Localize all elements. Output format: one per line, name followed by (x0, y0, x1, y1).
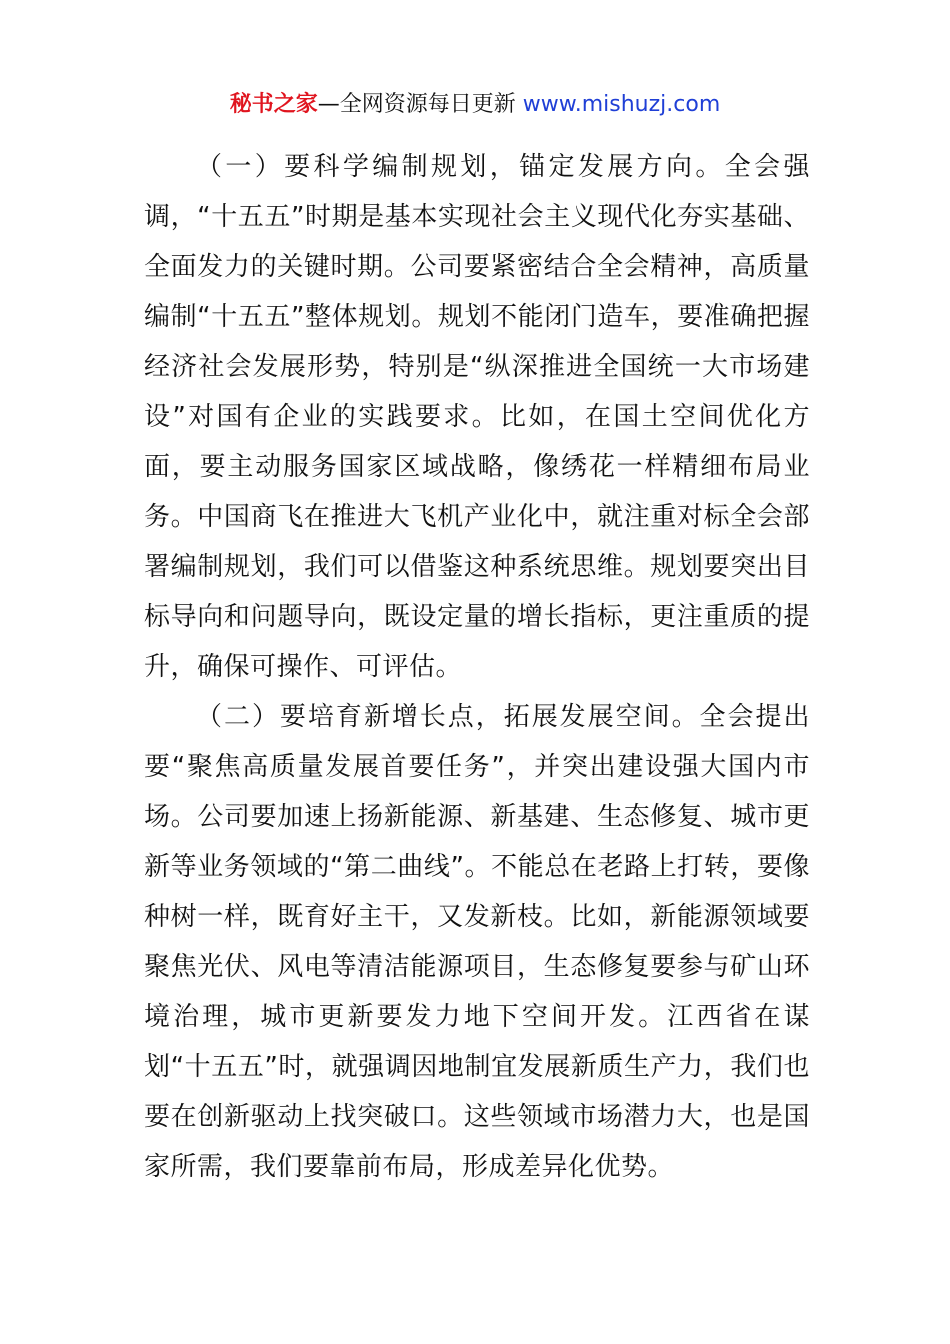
paragraph-2: （二）要培育新增长点，拓展发展空间。全会提出要“聚焦高质量发展首要任务”，并突出建设强大国内市场。公司要加速上扬新能源、新基建、生态修复、城市更新等业务领域的“第二曲线”。不能总在老路上打转，要像种树一样，既育好主干，又发新枝。比如，新能源领域要聚焦光伏、风电等清洁能源项目，生态修复要参与矿山环境治理，城市更新要发力地下空间开发。江西省在谋划“十五五”时，就强调因地制宜发展新质生产力，我们也要在创新驱动上找突破口。这些领域市场潜力大，也是国家所需，我们要靠前布局，形成差异化优势。 (144, 702, 810, 1182)
brand-name: 秘书之家 (229, 92, 318, 117)
page-header (0, 88, 950, 122)
paragraph-1: （一）要科学编制规划，锚定发展方向。全会强调，“十五五”时期是基本实现社会主义现代化夯实基础、全面发力的关键时期。公司要紧密结合全会精神，高质量编制“十五五”整体规划。规划不能闭门造车，要准确把握经济社会发展形势，特别是“纵深推进全国统一大市场建设”对国有企业的实践要求。比如，在国土空间优化方面，要主动服务国家区域战略，像绣花一样精细布局业务。中国商飞在推进大飞机产业化中，就注重对标全会部署编制规划，我们可以借鉴这种系统思维。规划要突出目标导向和问题导向，既设定量的增长指标，更注重质的提升，确保可操作、可评估。 (144, 152, 810, 682)
document-body (144, 142, 810, 1192)
header-tagline: —全网资源每日更新 (317, 92, 516, 117)
site-url-link[interactable]: www.mishuzj.com (522, 92, 721, 117)
